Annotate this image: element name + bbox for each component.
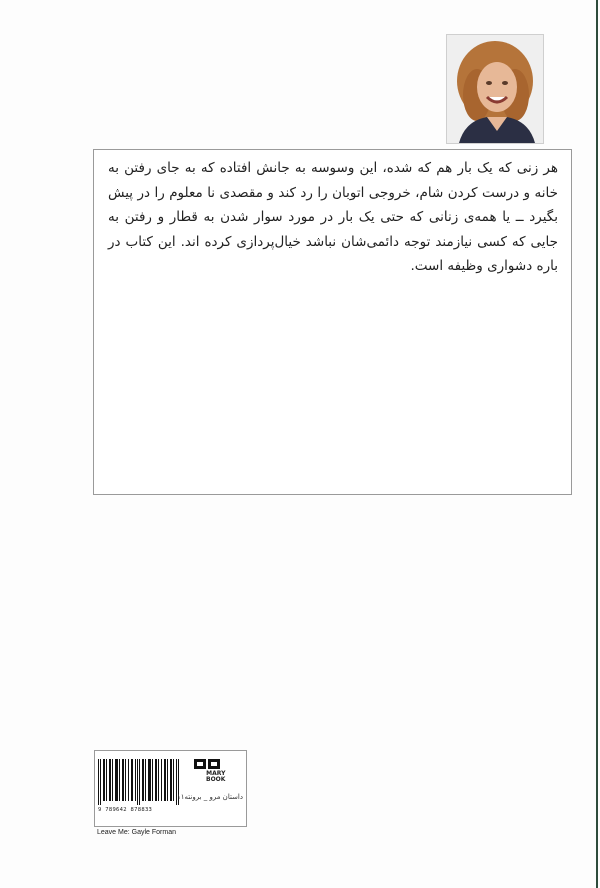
title-credit: Leave Me: Gayle Forman — [97, 829, 176, 836]
publisher-logo-line1: MARY — [206, 770, 226, 777]
blurb-text: هر زنی که یک بار هم که شده، این وسوسه به جانش افتاده که به جای رفتن به خانه و درست کردن شام، خروجی اتوبان را رد کند و مقصدی نا معلوم را در پیش بگیرد ــ یا همه‌ی زنانی که حتی یک بار در مورد سوار شدن به قطار و رفتن به جایی که کسی نیازمند توجه دائمی‌شان نباشد خیال‌پردازی کرده اند. این کتاب در باره دشواری وظیفه است. — [108, 160, 558, 274]
publisher-logo-line2: BOOK — [206, 776, 226, 783]
author-portrait-icon — [447, 35, 543, 143]
barcode-card — [94, 750, 247, 827]
author-photo — [446, 34, 544, 144]
publisher-logo-text — [206, 771, 225, 783]
series-label: داستان مرو _ برونته۱۱ — [176, 793, 243, 801]
isbn-number: 9 789642 878833 — [98, 807, 153, 813]
spine-edge — [596, 0, 598, 888]
barcode-icon — [98, 759, 180, 805]
